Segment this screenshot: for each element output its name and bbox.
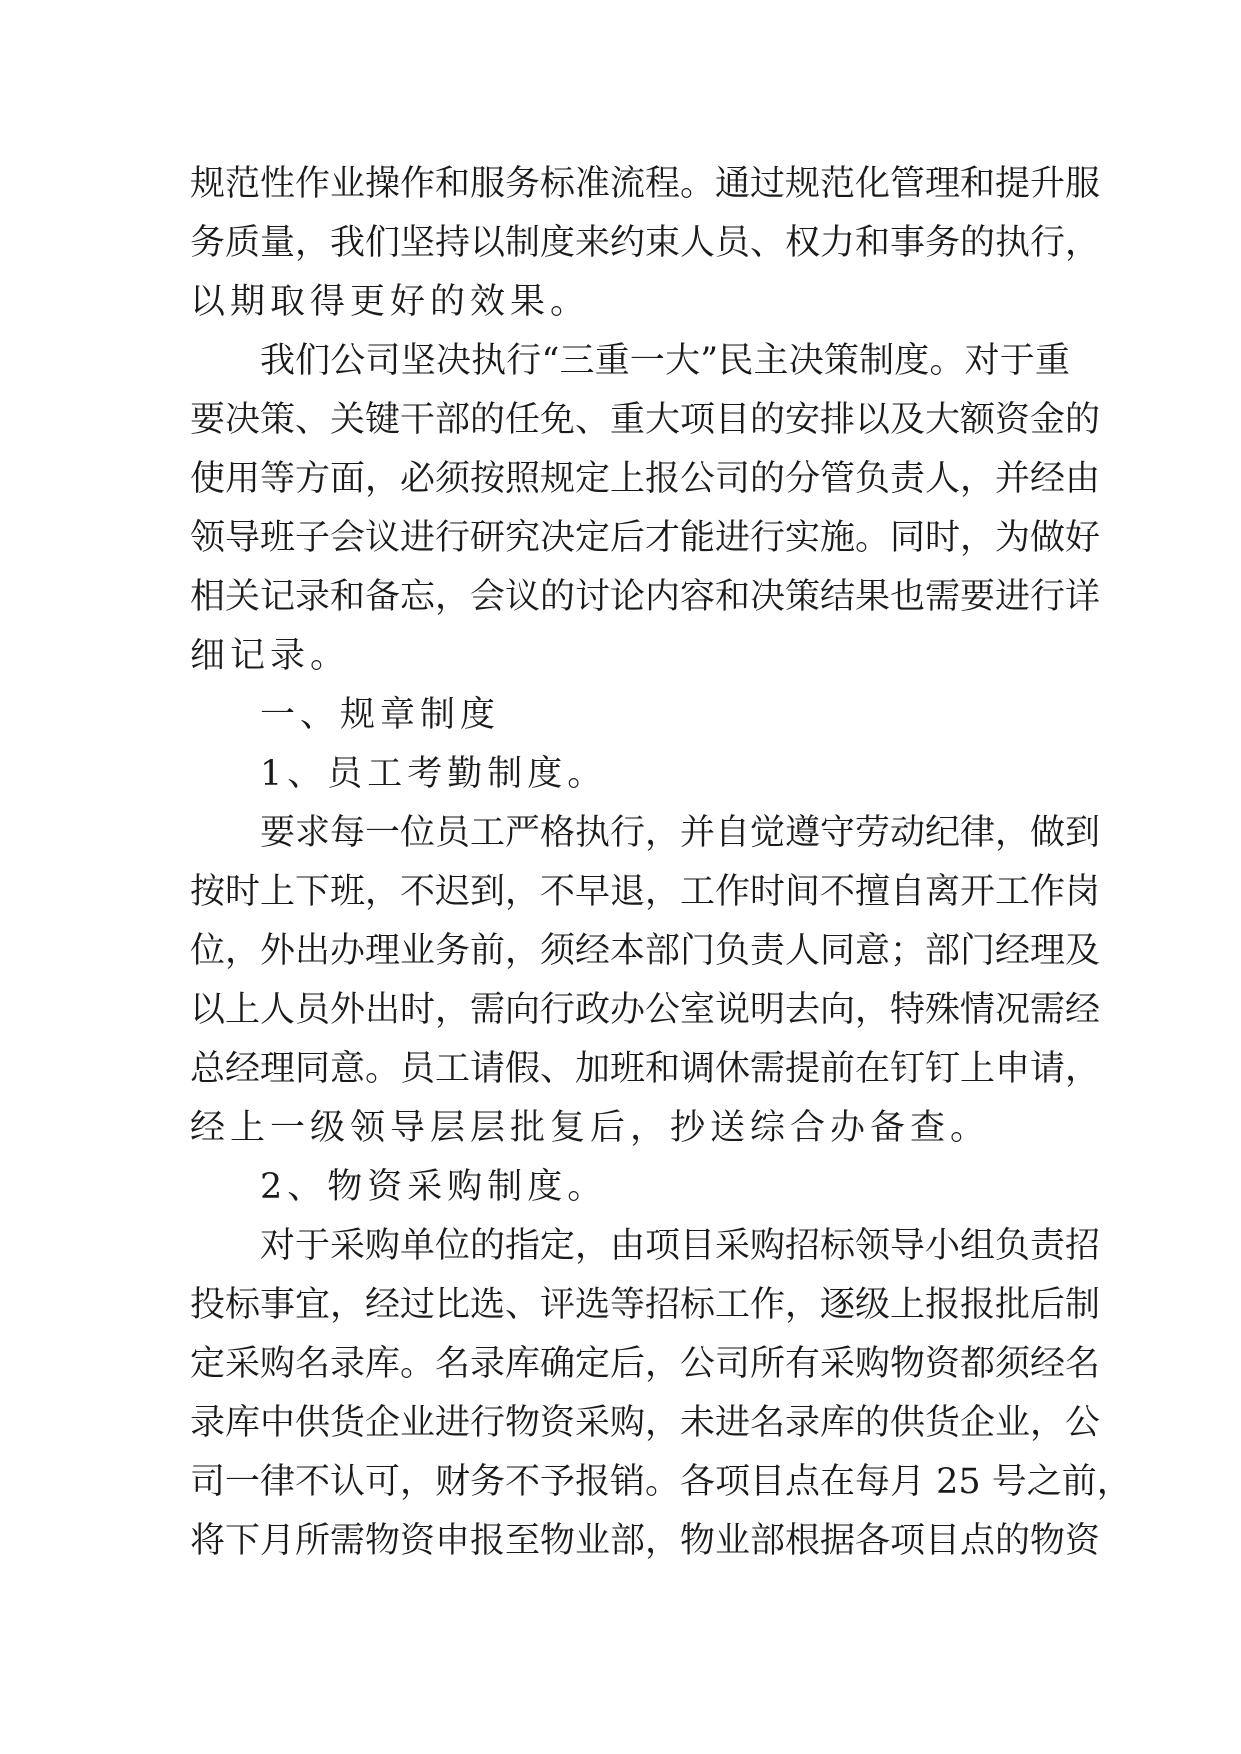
text-line: 司一律不认可，财务不予报销。各项目点在每月 25 号之前， [190, 1462, 1132, 1502]
text-line: 以期取得更好的效果。 [190, 282, 591, 322]
text-line: 要决策、关键干部的任免、重大项目的安排以及大额资金的 [190, 400, 1101, 440]
subsection-heading: 2、物资采购制度。 [260, 1167, 608, 1207]
text-line: 领导班子会议进行研究决定后才能进行实施。同时，为做好 [190, 518, 1101, 558]
text-line: 相关记录和备忘，会议的讨论内容和决策结果也需要进行详 [190, 577, 1101, 617]
text-line: 对于采购单位的指定，由项目采购招标领导小组负责招 [260, 1226, 1101, 1266]
section-heading: 一、规章制度 [260, 695, 501, 735]
text-line: 按时上下班，不迟到，不早退，工作时间不擅自离开工作岗 [190, 872, 1101, 912]
subsection-heading: 1、员工考勤制度。 [260, 754, 608, 794]
document-body [190, 155, 1132, 1571]
text-line: 以上人员外出时，需向行政办公室说明去向，特殊情况需经 [190, 990, 1101, 1030]
text-line: 位，外出办理业务前，须经本部门负责人同意；部门经理及 [190, 931, 1101, 971]
text-line: 规范性作业操作和服务标准流程。通过规范化管理和提升服 [190, 164, 1101, 204]
text-line: 总经理同意。员工请假、加班和调休需提前在钉钉上申请， [190, 1049, 1101, 1089]
text-line: 务质量，我们坚持以制度来约束人员、权力和事务的执行， [190, 223, 1101, 263]
text-line: 细记录。 [190, 636, 351, 676]
text-line: 定采购名录库。名录库确定后，公司所有采购物资都须经名 [190, 1344, 1101, 1384]
text-line: 将下月所需物资申报至物业部，物业部根据各项目点的物资 [190, 1521, 1101, 1561]
text-line: 投标事宜，经过比选、评选等招标工作，逐级上报报批后制 [190, 1285, 1101, 1325]
text-line: 录库中供货企业进行物资采购，未进名录库的供货企业，公 [190, 1403, 1101, 1443]
text-line: 要求每一位员工严格执行，并自觉遵守劳动纪律，做到 [260, 813, 1101, 853]
text-line: 我们公司坚决执行“三重一大”民主决策制度。对于重 [260, 341, 1070, 381]
text-line: 使用等方面，必须按照规定上报公司的分管负责人，并经由 [190, 459, 1101, 499]
text-line: 经上一级领导层层批复后，抄送综合办备查。 [190, 1108, 991, 1148]
